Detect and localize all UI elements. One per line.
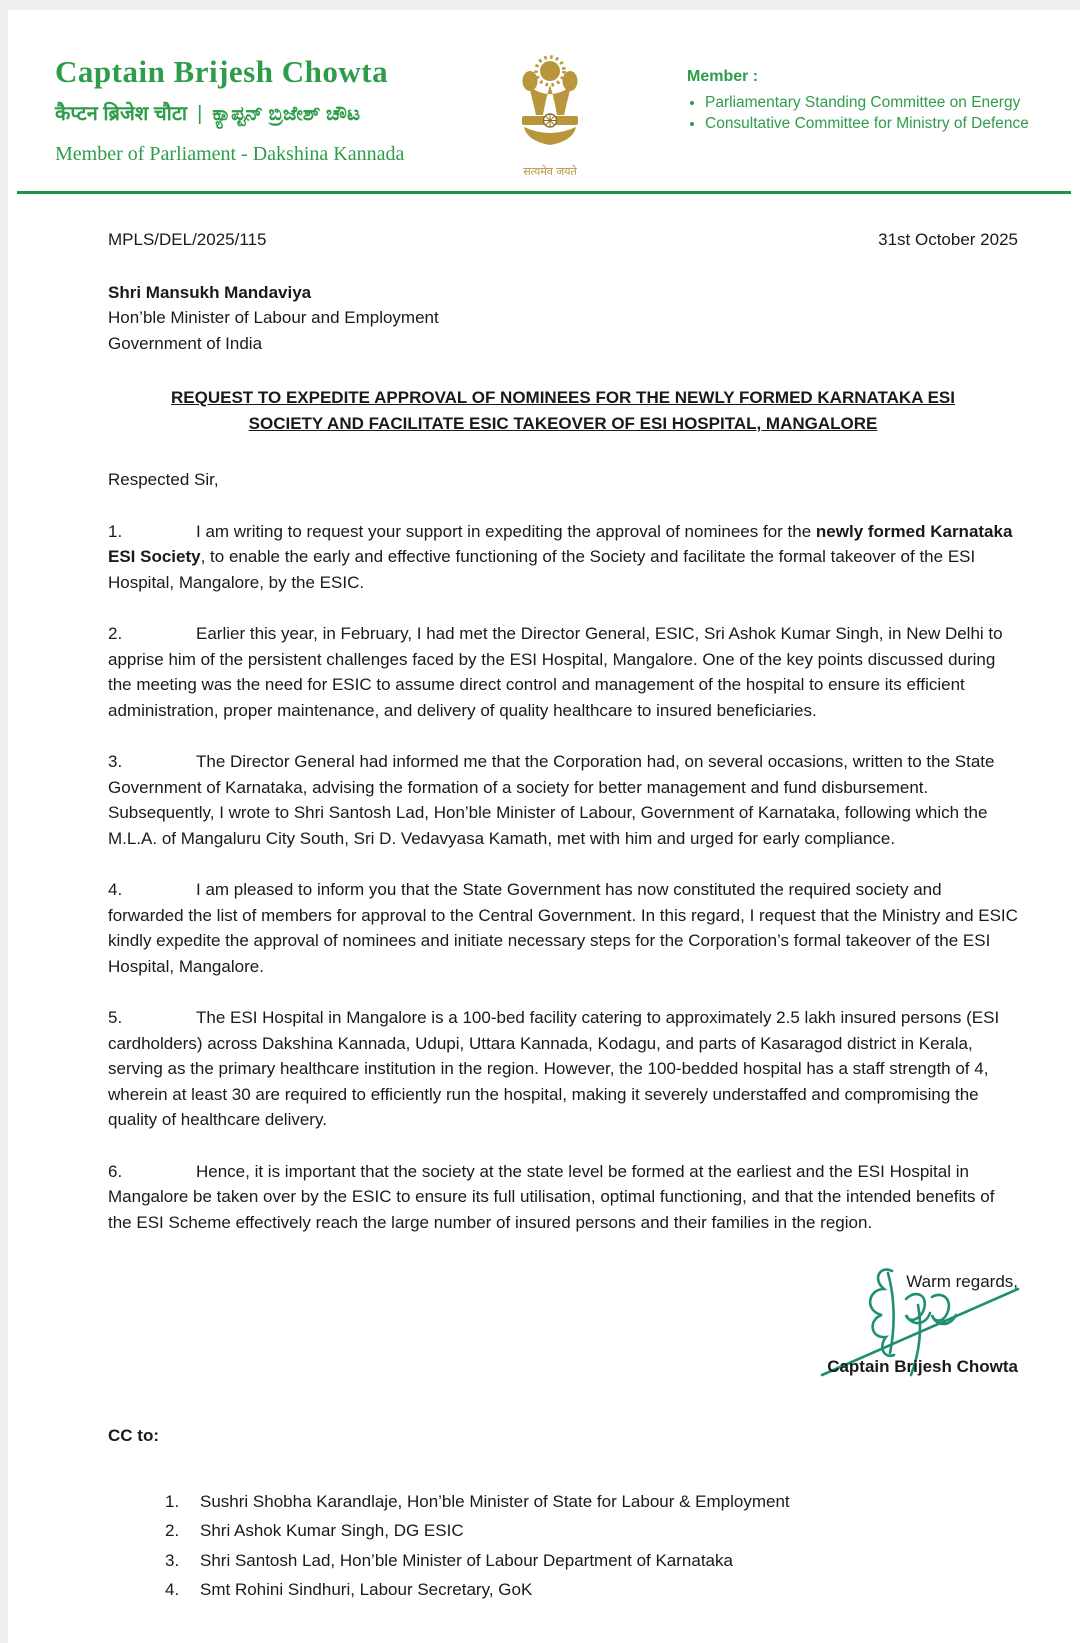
letter-body	[8, 227, 1080, 1643]
emblem-motto: सत्यमेव जयते	[523, 166, 577, 178]
letterhead-divider	[17, 191, 1071, 194]
cc-item	[108, 1518, 1018, 1544]
paragraph-1	[108, 519, 1018, 596]
recipient-org: Government of India	[108, 333, 263, 353]
cc-item-number: 1.	[165, 1491, 180, 1511]
paragraph-number: 6.	[108, 1161, 123, 1181]
signatory-name: Captain Brijesh Chowta	[827, 1356, 1018, 1376]
cc-item-text: Smt Rohini Sindhuri, Labour Secretary, GoK	[200, 1580, 533, 1599]
paragraph-number: 4.	[108, 880, 123, 899]
letterhead	[8, 10, 1080, 179]
paragraph-text: I am writing to request your support in expediting the approval of nominees for the	[196, 521, 816, 541]
letter-page	[8, 10, 1080, 1643]
paragraph-text: Earlier this year, in February, I had met the Director General, ESIC, Sri Ashok Kumar Singh, in New Delhi to apprise him of the persistent challenges faced by the ESI Hospital, Mangalore. One of the key points discussed during the meeting was the need for ESIC to assume direct control and management of the hospital to ensure its efficient administration, proper maintenance, and delivery of quality healthcare to insured beneficiaries.	[108, 624, 1003, 720]
membership-item: • Parliamentary Standing Committee on Energy	[705, 92, 1040, 113]
letter-date: 31st October 2025	[878, 230, 1018, 249]
emblem-block	[475, 54, 625, 179]
paragraph-number: 5.	[108, 1008, 123, 1027]
script-separator: |	[197, 103, 203, 125]
letterhead-identity	[55, 54, 475, 166]
paragraph-2	[108, 621, 1018, 723]
reference-number: MPLS/DEL/2025/115	[108, 230, 267, 249]
mp-name: Captain Brijesh Chowta	[55, 54, 389, 89]
paragraph-text: I am pleased to inform you that the State Government has now constituted the required society and forwarded the list of members for approval to the Central Government. In this regard, I request that the Ministry and ESIC kindly expedite the approval of nominees and initiate necessary steps for the Corporation’s formal takeover of the ESI Hospital, Mangalore.	[108, 880, 1018, 976]
mp-name-kannada: ಕ್ಯಾಪ್ಟನ್ ಬ್ರಿಜೇಶ್ ಚೌಟ	[212, 103, 361, 125]
paragraph-text: The ESI Hospital in Mangalore is a 100-bed facility catering to approximately 2.5 lakh insured persons (ESI cardholders) across Dakshina Kannada, Udupi, Uttara Kannada, Kodagu, and parts of Kasaragod district in Kerala, serving as the primary healthcare institution in the region. However, the 100-bedded hospital has a staff strength of 4, wherein at least 30 are required to efficiently run the hospital, making it severely understaffed and compromising the quality of healthcare delivery.	[108, 1008, 1000, 1129]
cc-block	[108, 1423, 1018, 1603]
paragraph-number: 2.	[108, 624, 123, 643]
cc-label: CC to:	[108, 1426, 159, 1445]
memberships-block	[625, 54, 1040, 134]
cc-item-text: Sushri Shobha Karandlaje, Hon’ble Minister of State for Labour & Employment	[200, 1491, 790, 1511]
recipient-title: Hon’ble Minister of Labour and Employment	[108, 308, 439, 327]
cc-item	[108, 1577, 1018, 1603]
paragraph-text-bold: newly formed Karnataka ESI Society	[108, 521, 1013, 566]
cc-item-number: 2.	[165, 1521, 180, 1540]
cc-item-number: 3.	[165, 1550, 180, 1570]
paragraph-text: The Director General had informed me that the Corporation had, on several occasions, written to the State Government of Karnataka, advising the formation of a society for better management and fund disbursement. Subsequently, I wrote to Shri Santosh Lad, Hon’ble Minister of Labour, Government of Karnataka, following which the M.L.A. of Mangaluru City South, Sri D. Vedavyasa Kamath, met with him and urged for early compliance.	[108, 752, 995, 848]
salutation: Respected Sir,	[108, 470, 219, 489]
mp-name-hindi: कैप्टन ब्रिजेश चौटा	[55, 103, 188, 125]
mp-name-regional	[55, 99, 475, 126]
cc-item-text: Shri Ashok Kumar Singh, DG ESIC	[200, 1521, 464, 1540]
cc-item-number: 4.	[165, 1580, 180, 1599]
recipient-name: Shri Mansukh Mandaviya	[108, 282, 312, 302]
member-heading: Member :	[687, 68, 759, 85]
mp-designation: Member of Parliament - Dakshina Kannada	[55, 143, 405, 165]
paragraph-text: , to enable the early and effective functioning of the Society and facilitate the formal takeover of the ESI Hospital, Mangalore, by the ESIC.	[108, 547, 976, 592]
paragraph-number: 1.	[108, 521, 123, 541]
subject-line	[113, 385, 1013, 437]
cc-item	[108, 1548, 1018, 1574]
paragraph-5	[108, 1005, 1018, 1133]
paragraph-3	[108, 749, 1018, 851]
cc-list	[108, 1489, 1018, 1603]
reference-row	[108, 227, 1018, 253]
paragraph-4	[108, 877, 1018, 979]
cc-item	[108, 1489, 1018, 1515]
paragraph-text: Hence, it is important that the society at the state level be formed at the earliest and the ESI Hospital in Mangalore be taken over by the ESIC to ensure its full utilisation, optimal functioning, and that the intended benefits of the ESI Scheme effectively reach the large number of insured persons and their families in the region.	[108, 1161, 995, 1232]
subject-line-1: REQUEST TO EXPEDITE APPROVAL OF NOMINEES FOR THE NEWLY FORMED KARNATAKA ESI	[171, 388, 955, 407]
recipient-block	[108, 280, 1018, 357]
membership-item: • Consultative Committee for Ministry of Defence	[705, 113, 1040, 134]
paragraph-number: 3.	[108, 752, 123, 771]
closing-block	[108, 1267, 1018, 1379]
paragraph-6	[108, 1159, 1018, 1236]
subject-line-2: SOCIETY AND FACILITATE ESIC TAKEOVER OF ESI HOSPITAL, MANGALORE	[248, 414, 878, 433]
india-state-emblem-icon	[511, 145, 589, 162]
closing-regards: Warm regards,	[906, 1272, 1018, 1291]
membership-list	[705, 92, 1040, 134]
cc-item-text: Shri Santosh Lad, Hon’ble Minister of Labour Department of Karnataka	[200, 1550, 733, 1570]
